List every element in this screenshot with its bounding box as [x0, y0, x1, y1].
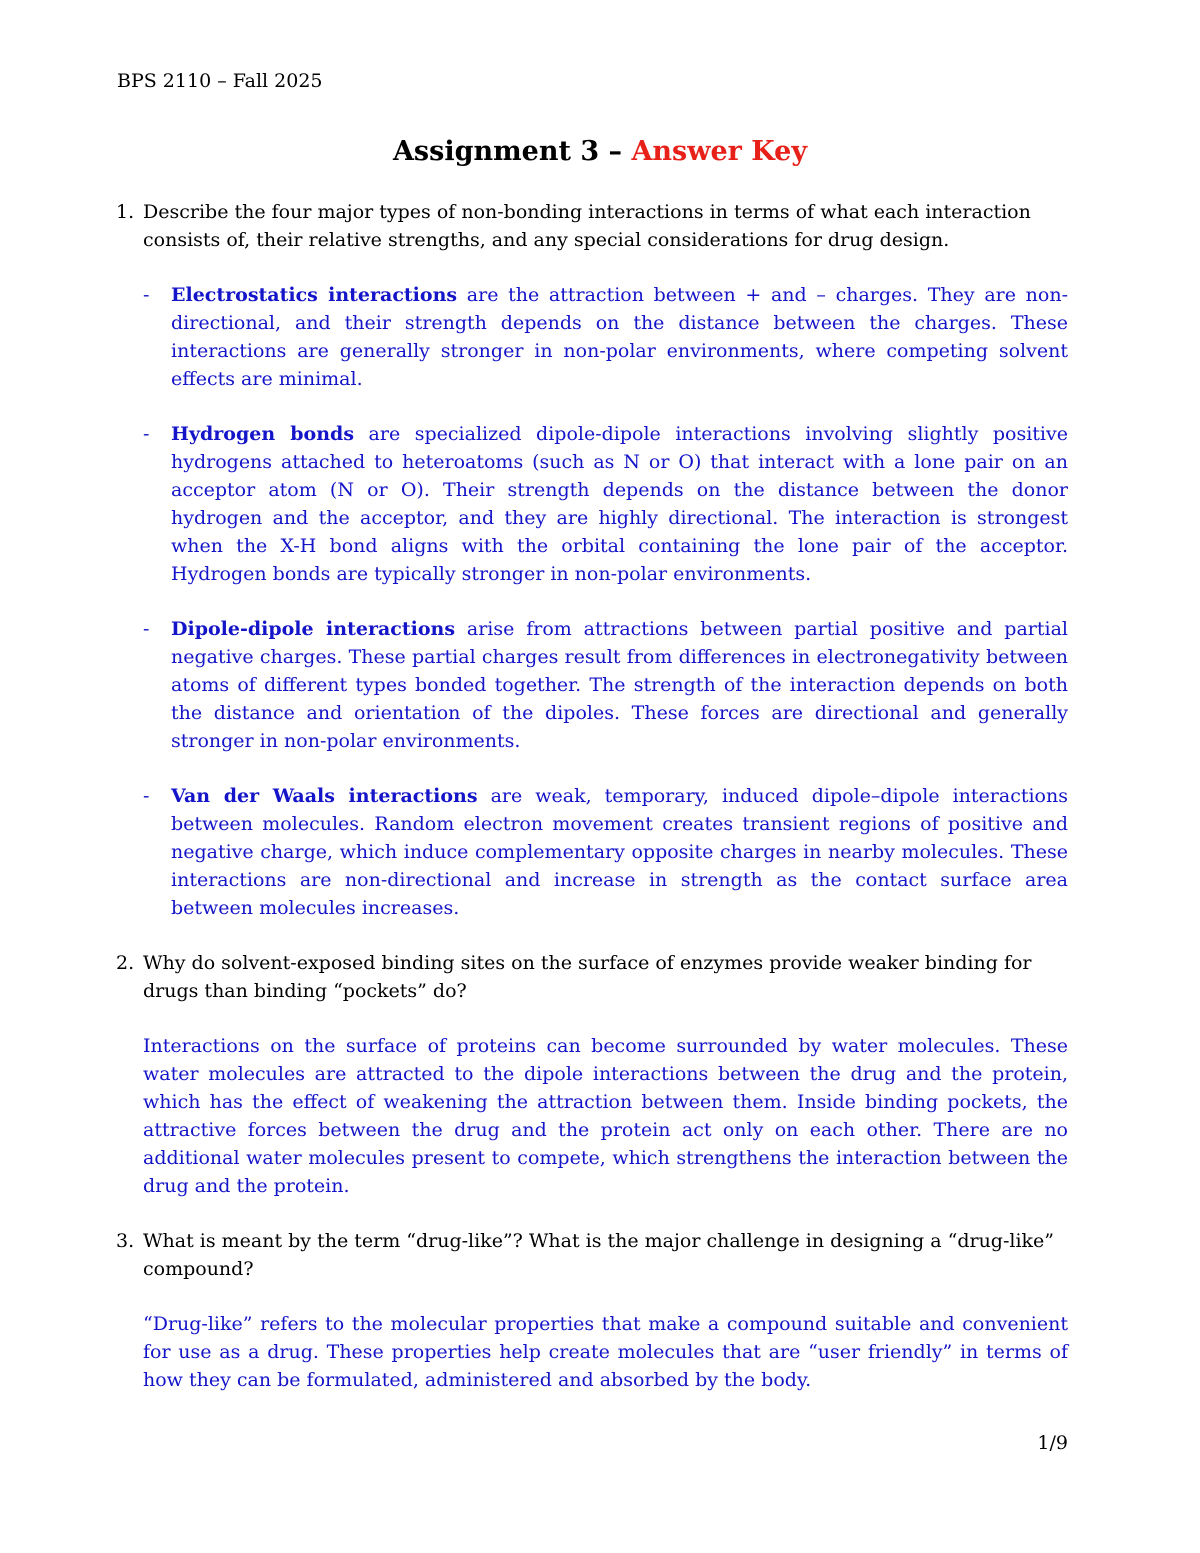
answer-bullet-hydrogen-bonds — [143, 420, 1068, 588]
bullet-text: are weak, temporary, induced dipole–dipole interactions between molecules. Random electron movement creates transient regions of positive and negative charge, which induce complementary opposite charges in nearby molecules. These interactions are non-directional and increase in strength as the contact surface area between molecules increases. — [171, 785, 1068, 919]
answer-bullet-electrostatics — [143, 281, 1068, 393]
question-3-number: 3. — [116, 1230, 135, 1252]
bullet-dash: - — [143, 423, 150, 445]
bullet-term: Dipole-dipole interactions — [171, 618, 456, 640]
answer-bullet-van-der-waals — [143, 782, 1068, 922]
title-main: Assignment 3 – — [392, 136, 632, 167]
question-1 — [116, 198, 1068, 254]
question-1-number: 1. — [116, 201, 135, 223]
question-1-text: Describe the four major types of non-bonding interactions in terms of what each interaction consists of, their relative strengths, and any special considerations for drug design. — [143, 201, 1031, 251]
question-3-text: What is meant by the term “drug-like”? What is the major challenge in designing a “drug-like” compound? — [143, 1230, 1055, 1280]
page-header: BPS 2110 – Fall 2025 — [117, 70, 323, 92]
question-3 — [116, 1227, 1068, 1283]
question-2 — [116, 949, 1068, 1005]
answer-3: “Drug-like” refers to the molecular properties that make a compound suitable and convenient for use as a drug. These properties help create molecules that are “user friendly” in terms of how they can be formulated, administered and absorbed by the body. — [143, 1313, 1068, 1391]
bullet-term: Van der Waals interactions — [171, 785, 478, 807]
bullet-dash: - — [143, 785, 150, 807]
bullet-term: Hydrogen bonds — [171, 423, 355, 445]
bullet-text: are the attraction between + and – charges. They are non-directional, and their strength depends on the distance between the charges. These interactions are generally stronger in non-polar environments, where competing solvent effects are minimal. — [171, 284, 1068, 390]
answer-2: Interactions on the surface of proteins can become surrounded by water molecules. These water molecules are attracted to the dipole interactions between the drug and the protein, which has the effect of weakening the attraction between them. Inside binding pockets, the attractive forces between the drug and the protein act only on each other. There are no additional water molecules present to compete, which strengthens the interaction between the drug and the protein. — [143, 1035, 1068, 1197]
bullet-dash: - — [143, 618, 150, 640]
title-highlight: Answer Key — [631, 136, 808, 167]
page-title — [0, 136, 1200, 167]
bullet-term: Electrostatics interactions — [171, 284, 458, 306]
answer-bullet-dipole-dipole — [143, 615, 1068, 755]
page-number: 1/9 — [1037, 1432, 1068, 1454]
document-body — [116, 198, 1068, 1421]
bullet-text: are specialized dipole-dipole interactions involving slightly positive hydrogens attached to heteroatoms (such as N or O) that interact with a lone pair on an acceptor atom (N or O). Their strength depends on the distance between the donor hydrogen and the acceptor, and they are highly directional. The interaction is strongest when the X-H bond aligns with the orbital containing the lone pair of the acceptor. Hydrogen bonds are typically stronger in non-polar environments. — [171, 423, 1068, 585]
bullet-text: arise from attractions between partial positive and partial negative charges. These partial charges result from differences in electronegativity between atoms of different types bonded together. The strength of the interaction depends on both the distance and orientation of the dipoles. These forces are directional and generally stronger in non-polar environments. — [171, 618, 1068, 752]
bullet-dash: - — [143, 284, 150, 306]
question-2-number: 2. — [116, 952, 135, 974]
question-2-text: Why do solvent-exposed binding sites on the surface of enzymes provide weaker binding for drugs than binding “pockets” do? — [143, 952, 1032, 1002]
